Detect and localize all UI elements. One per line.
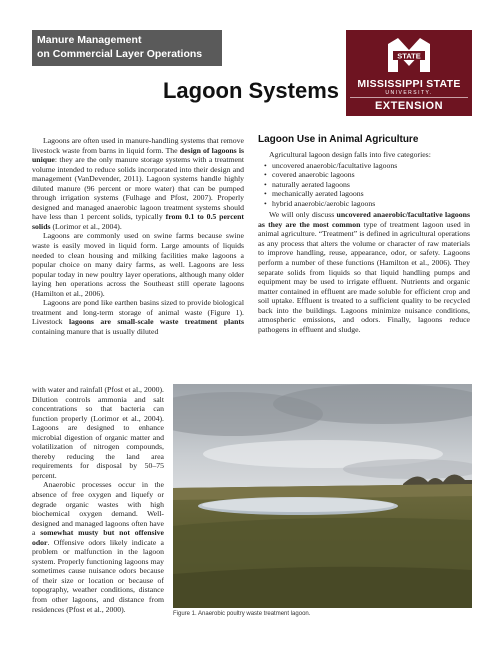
page-title: Lagoon Systems <box>162 78 340 103</box>
right-column <box>258 150 470 334</box>
list-item: • mechanically aerated lagoons <box>264 189 470 199</box>
paragraph-lagoon-intro: Lagoons are often used in manure-handling systems that remove livestock waste from barns in liquid form. The design of lagoons is unique: they are the only manure storage systems with a treatment volume intended to reduce solids incorporated into their design and management (VanDevender, 2011). Lagoon systems handle highly diluted manure (96 percent or more water) that can be pumped through irrigation systems (Fulhage and Pfost, 2007). Properly designed and managed anaerobic lagoon treatment systems should have less than 1 percent solids, typically from 0.1 to 0.5 percent solids (Lorimor et al., 2004). <box>32 136 245 231</box>
logo-university-name: MISSISSIPPI STATE <box>357 78 461 90</box>
msu-seal-icon <box>384 36 434 74</box>
list-item: • covered anaerobic lagoons <box>264 170 470 180</box>
figure-caption: Figure 1. Anaerobic poultry waste treatment lagoon. <box>173 611 311 617</box>
logo-state-text: STATE <box>397 51 421 61</box>
paragraph-categories-intro: Agricultural lagoon design falls into five categories: <box>269 150 431 159</box>
paragraph-lagoon-usage: Lagoons are commonly used on swine farms because swine waste is easily moved in liquid form. Large amounts of liquids needed to clean housing and milking facilities make lagoons a popular choice on many dairy farms, as well. Lagoons are less popular today in new poultry layer operations, although many older laying hen operations across the Southeast still operate lagoons (Hamilton et al., 2006). <box>32 231 244 298</box>
left-column-narrow <box>32 385 164 614</box>
logo-extension-text: EXTENSION <box>374 100 444 112</box>
lagoon-photo <box>173 384 472 608</box>
paragraph-anaerobic: Anaerobic processes occur in the absence of free oxygen and liquefy or degrade organic wastes with high biochemical oxygen demand. Well-designed and managed lagoons often have a somewhat musty but not offensive odor. Offensive odors likely indicate a problem or malfunction in the lagoon system. Properly functioning lagoons may sometimes cause nuisance odors because of their size or location or because of topography, weather conditions, distance from other lagoons, and distance from residences (Pfost et al., 2000). <box>32 480 164 614</box>
series-title-line2: on Commercial Layer Operations <box>37 48 203 60</box>
list-item: • uncovered anaerobic/facultative lagoons <box>264 161 470 171</box>
paragraph-lagoon-basins: Lagoons are pond like earthen basins sized to provide biological treatment and long-term storage of animal waste (Figure 1). Livestock lagoons are small-scale waste treatment plants containing manure that is usually diluted <box>32 298 245 336</box>
list-item: • naturally aerated lagoons <box>264 180 470 190</box>
logo-university-sub: UNIVERSITY. <box>385 90 433 96</box>
list-item: • hybrid anaerobic/aerobic lagoons <box>264 199 470 209</box>
category-list <box>264 161 470 209</box>
left-column <box>32 136 244 336</box>
section-heading: Lagoon Use in Animal Agriculture <box>258 134 419 145</box>
series-title-box <box>32 30 222 66</box>
paragraph-treatment: We will only discuss uncovered anaerobic/facultative lagoons as they are the most common type of treatment lagoon used in animal agriculture. “Treatment” is defined in agricultural operations as any process that alters the volume or character of raw materials to improve handling, reuse, appearance, odor, or safety. Lagoons perform a number of these functions (Hamilton et al., 2006). They separate solids from liquids so that liquid handling pumps and equipment may be used to irrigate effluent. Nutrients and organic matter contained in effluent are made soluble for efficient crop and soil uptake. Effluent is treated to a sufficient quality to be recycled back into the buildings. Lagoons minimize nuisance conditions, atmospheric emissions, and odors. Finally, lagoons reduce pathogens in effluent and sludge. <box>258 210 470 334</box>
series-title-line1: Manure Management <box>37 34 142 46</box>
paragraph-lagoon-basins-cont: with water and rainfall (Pfost et al., 2000). Dilution controls ammonia and salt concentrations so that bacteria can function properly (Lorimor et al., 2004). Lagoons are designed to enhance microbial digestion of organic matter and volatilization of nitrogen compounds, thereby reducing the land area requirements for disposal by 50–75 percent. <box>32 385 164 480</box>
